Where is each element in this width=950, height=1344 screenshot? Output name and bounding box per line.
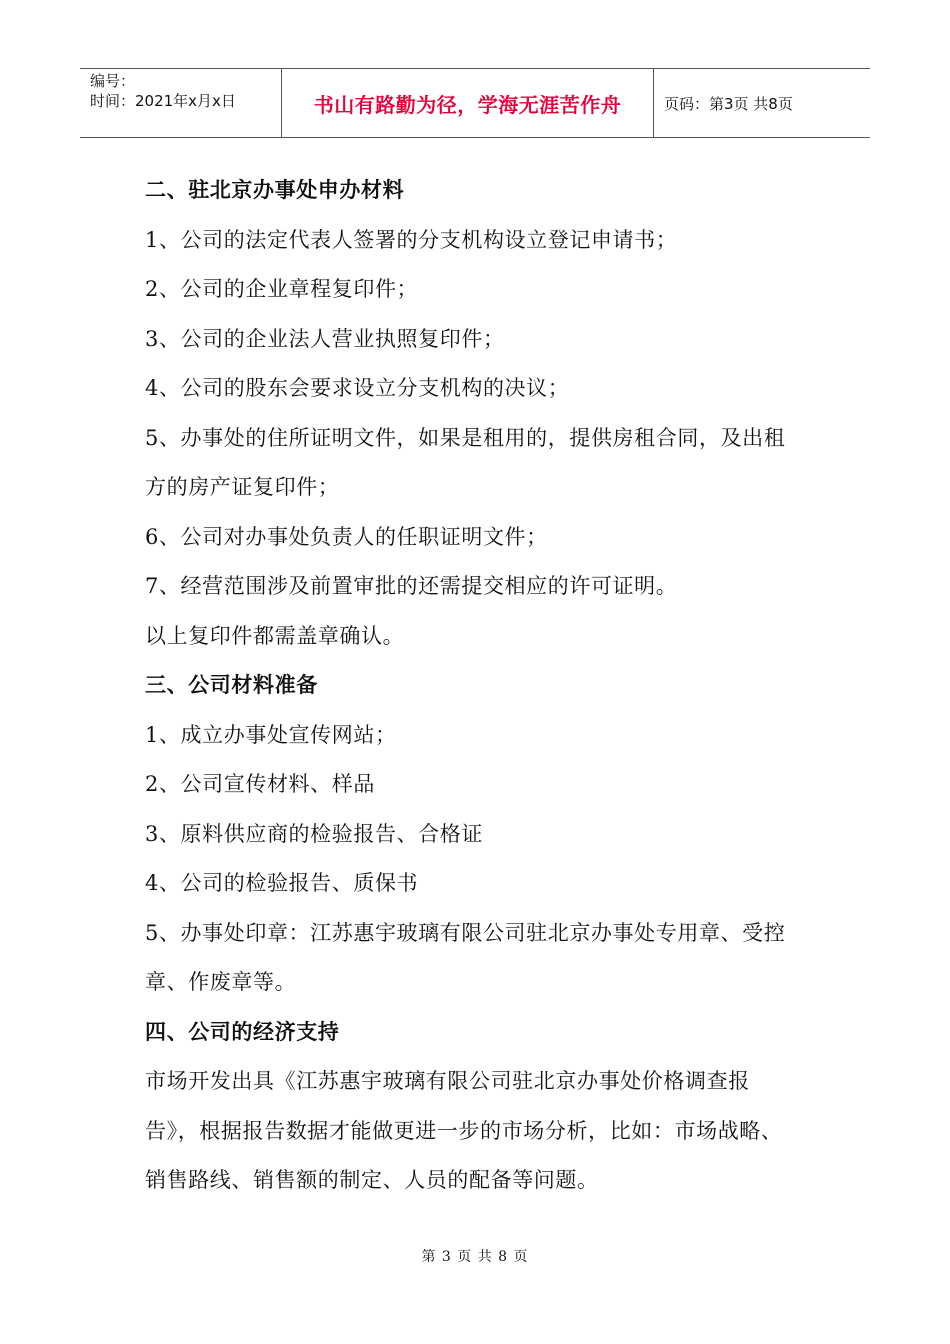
list-item-continuation: 章、作废章等。 (145, 970, 297, 994)
list-item: 4、公司的检验报告、质保书 (145, 871, 419, 895)
paragraph-line: 销售路线、销售额的制定、人员的配备等问题。 (145, 1168, 599, 1192)
list-item: 5、办事处的住所证明文件，如果是租用的，提供房租合同，及出租 (145, 425, 786, 450)
page-footer: 第 3 页 共 8 页 (421, 1249, 529, 1265)
paragraph-line: 告》，根据报告数据才能做更进一步的市场分析，比如：市场战略、 (145, 1118, 783, 1143)
header-meta (80, 69, 282, 137)
list-item: 2、公司的企业章程复印件； (145, 277, 419, 301)
list-item: 4、公司的股东会要求设立分支机构的决议； (145, 376, 570, 400)
header-page-info: 页码：第3页 共8页 (664, 94, 793, 113)
list-item: 3、公司的企业法人营业执照复印件； (145, 326, 505, 351)
header-motto: 书山有路勤为径，学海无涯苦作舟 (282, 69, 654, 137)
note-text: 以上复印件都需盖章确认。 (145, 623, 405, 648)
list-item: 7、经营范围涉及前置审批的还需提交相应的许可证明。 (145, 574, 678, 598)
list-item-continuation: 方的房产证复印件； (145, 475, 340, 499)
list-item: 5、办事处印章：江苏惠宇玻璃有限公司驻北京办事处专用章、受控 (145, 920, 786, 945)
document-time-label: 时间：2021年x月x日 (90, 92, 236, 110)
section-heading: 三、公司材料准备 (145, 673, 318, 697)
section-heading: 四、公司的经济支持 (145, 1019, 340, 1044)
document-body (145, 166, 845, 1206)
paragraph-line: 市场开发出具《江苏惠宇玻璃有限公司驻北京办事处价格调查报 (145, 1069, 750, 1093)
list-item: 3、原料供应商的检验报告、合格证 (145, 821, 483, 846)
section-heading: 二、驻北京办事处申办材料 (145, 178, 405, 202)
list-item: 2、公司宣传材料、样品 (145, 772, 375, 796)
list-item: 1、成立办事处宣传网站； (145, 722, 397, 747)
list-item: 1、公司的法定代表人签署的分支机构设立登记申请书； (145, 227, 678, 252)
list-item: 6、公司对办事处负责人的任职证明文件； (145, 524, 548, 549)
document-number-label: 编号： (90, 72, 136, 90)
page-header (80, 68, 870, 138)
